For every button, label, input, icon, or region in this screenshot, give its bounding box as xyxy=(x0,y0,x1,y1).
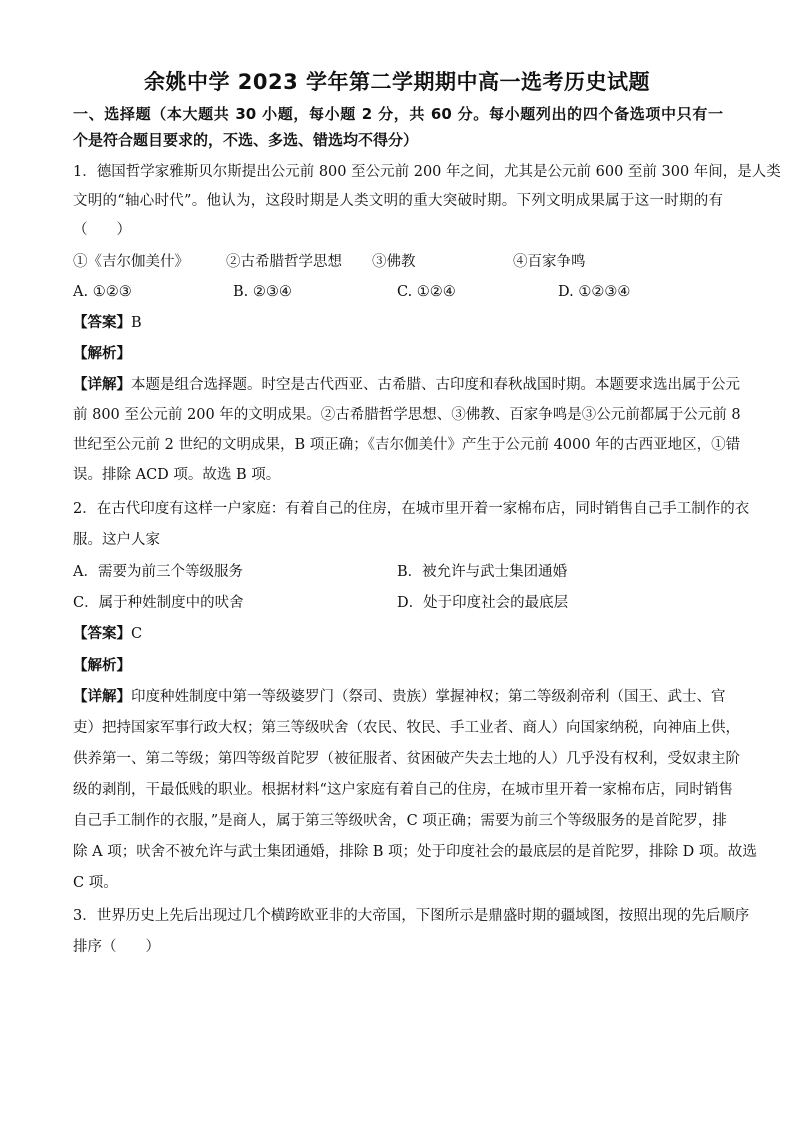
q2-detail-line4: 级的剥削，干最低贱的职业。根据材料“这户家庭有着自己的住房，在城市里开着一家棉布店，同时销售 xyxy=(73,782,733,798)
q1-detail-line4: 误。排除 ACD 项。故选 B 项。 xyxy=(73,467,281,483)
q1-detail-text1: 本题是组合选择题。时空是古代西亚、古希腊、古印度和春秋战国时期。本题要求选出属于公元 xyxy=(131,377,740,393)
section-heading-line2: 个是符合题目要求的，不选、多选、错选均不得分） xyxy=(73,131,419,149)
q1-analysis-tag xyxy=(73,344,131,364)
q2-detail-tag: 【详解】 xyxy=(73,689,131,705)
q2-detail-text1: 印度种姓制度中第一等级婆罗门（祭司、贵族）掌握神权；第二等级刹帝利（国王、武士、官 xyxy=(131,689,726,705)
q2-answer xyxy=(73,624,142,644)
q1-stem-line1: 1．德国哲学家雅斯贝尔斯提出公元前 800 至公元前 200 年之间，尤其是公元前 600 至前 300 年间，是人类 xyxy=(73,164,781,180)
q2-detail-line6: 除 A 项；吠舍不被允许与武士集团通婚，排除 B 项；处于印度社会的最底层的是首陀罗，排除 D 项。故选 xyxy=(73,844,757,860)
q1-answer-tag: 【答案】 xyxy=(73,315,131,331)
q2-detail-line3: 供养第一、第二等级；第四等级首陀罗（被征服者、贫困破产失去土地的人）几乎没有权利，受奴隶主阶 xyxy=(73,751,740,767)
q2-stem-line2: 服。这户人家 xyxy=(73,532,160,548)
q2-option-b: B．被允许与武士集团通婚 xyxy=(397,564,568,580)
q2-stem-line1: 2．在古代印度有这样一户家庭：有着自己的住房，在城市里开着一家棉布店，同时销售自己手工制作的衣 xyxy=(73,501,750,517)
q1-option-a: A. ①②③ xyxy=(73,284,132,300)
q1-answer xyxy=(73,313,142,333)
q2-detail-line5: 自己手工制作的衣服，”是商人，属于第三等级吠舍，C 项正确；需要为前三个等级服务的是首陀罗，排 xyxy=(73,813,727,829)
q2-answer-tag: 【答案】 xyxy=(73,626,131,642)
page-title: 余姚中学 2023 学年第二学期期中高一选考历史试题 xyxy=(143,70,651,94)
q2-option-a: A．需要为前三个等级服务 xyxy=(73,564,243,580)
q3-stem-line1: 3．世界历史上先后出现过几个横跨欧亚非的大帝国，下图所示是鼎盛时期的疆域图，按照出现的先后顺序 xyxy=(73,908,750,924)
q1-item-4: ④百家争鸣 xyxy=(513,254,586,270)
q1-option-b: B. ②③④ xyxy=(233,284,292,300)
q1-answer-value: B xyxy=(131,315,142,331)
q2-detail-line1 xyxy=(73,687,726,707)
q2-option-c: C．属于种姓制度中的吠舍 xyxy=(73,595,244,611)
q1-detail-line1 xyxy=(73,375,740,395)
q2-analysis-tag xyxy=(73,656,131,676)
q1-detail-tag: 【详解】 xyxy=(73,377,131,393)
q1-option-d: D. ①②③④ xyxy=(558,284,631,300)
q1-analysis-label: 【解析】 xyxy=(73,346,131,362)
q1-item-1: ①《吉尔伽美什》 xyxy=(73,254,189,270)
q1-stem-line3: （ ） xyxy=(73,222,131,238)
q2-detail-line7: C 项。 xyxy=(73,875,118,891)
q2-analysis-label: 【解析】 xyxy=(73,658,131,674)
q2-option-d: D．处于印度社会的最底层 xyxy=(397,595,569,611)
q3-stem-line2: 排序（ ） xyxy=(73,939,160,955)
q1-item-3: ③佛教 xyxy=(372,254,416,270)
q2-detail-line2: 吏）把持国家军事行政大权；第三等级吠舍（农民、牧民、手工业者、商人）向国家纳税，向神庙上供， xyxy=(73,720,740,736)
q1-stem-line2: 文明的“轴心时代”。他认为，这段时期是人类文明的重大突破时期。下列文明成果属于这一时期的有 xyxy=(73,193,723,209)
section-heading-line1: 一、选择题（本大题共 30 小题，每小题 2 分，共 60 分。每小题列出的四个备选项中只有一 xyxy=(73,105,723,123)
q1-option-c: C. ①②④ xyxy=(397,284,456,300)
q2-answer-value: C xyxy=(131,626,143,642)
q1-detail-line3: 世纪至公元前 2 世纪的文明成果，B 项正确；《吉尔伽美什》产生于公元前 4000 年的古西亚地区，①错 xyxy=(73,437,741,453)
q1-detail-line2: 前 800 至公元前 200 年的文明成果。②古希腊哲学思想、③佛教、百家争鸣是③公元前都属于公元前 8 xyxy=(73,407,741,423)
q1-item-2: ②古希腊哲学思想 xyxy=(226,254,342,270)
